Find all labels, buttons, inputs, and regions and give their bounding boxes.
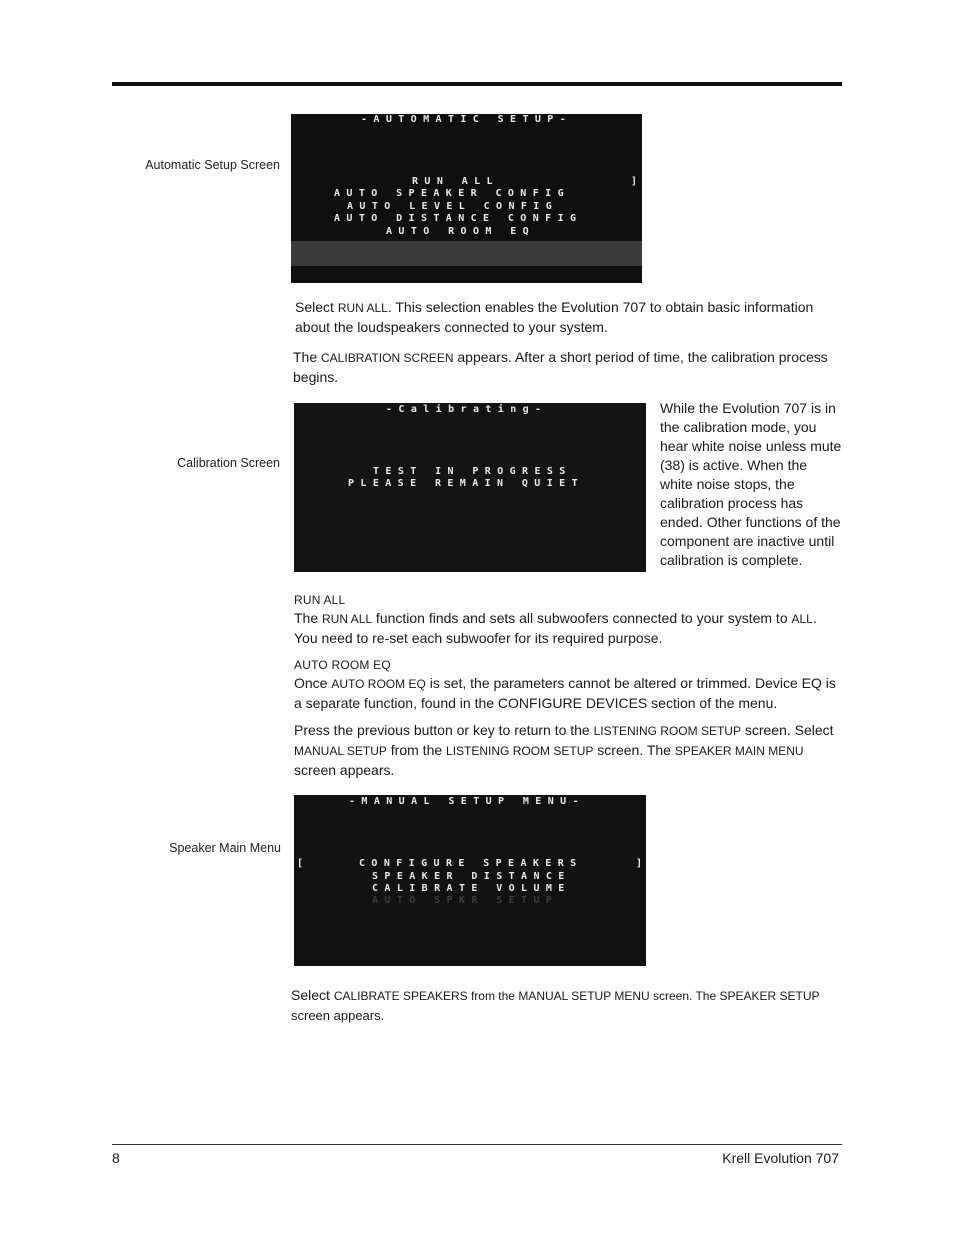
selection-bracket-left: [ xyxy=(297,858,310,869)
screen-title: -AUTOMATIC SETUP- xyxy=(361,114,573,125)
please-remain-quiet-text: PLEASE REMAIN QUIET xyxy=(348,478,584,489)
menu-item-configure-speakers: CONFIGURE SPEAKERS xyxy=(359,858,583,869)
paragraph-select-calibrate-speakers: Select CALIBRATE SPEAKERS from the MANUAL SETUP MENU screen. The SPEAKER SETUP screen appears. xyxy=(291,987,820,1023)
menu-item-auto-spkr-setup: AUTO SPKR SETUP xyxy=(372,895,559,906)
manual-setup-menu-screen-image xyxy=(294,795,649,966)
page-number: 8 xyxy=(112,1150,120,1166)
paragraph-calibration-appears: The CALIBRATION SCREEN appears. After a short period of time, the calibration process begins. xyxy=(293,349,828,385)
heading-run-all: RUN ALL xyxy=(294,593,346,607)
paragraph-run-all: The RUN ALL function finds and sets all subwoofers connected to your system to ALL. You need to re-set each subwoofer for its required purpose. xyxy=(294,610,817,646)
top-rule xyxy=(112,82,842,86)
calibrating-title: -Calibrating- xyxy=(386,404,548,415)
menu-item-auto-level-config: AUTO LEVEL CONFIG xyxy=(347,201,559,212)
manual-setup-title: -MANUAL SETUP MENU- xyxy=(349,796,585,807)
menu-item-auto-speaker-config: AUTO SPEAKER CONFIG xyxy=(334,188,570,199)
footer-product-name: Krell Evolution 707 xyxy=(722,1150,839,1166)
menu-item-auto-room-eq: AUTO ROOM EQ xyxy=(386,226,536,237)
selection-bracket-right: ] xyxy=(636,858,649,869)
side-note-calibration: While the Evolution 707 is in the calibration mode, you hear white noise unless mute (38) is active. When the white noise stops, the calibration process has ended. Other functions of the component are inactive until calibration is complete. xyxy=(660,400,842,568)
calibration-screen-image xyxy=(294,403,646,572)
highlight-bar xyxy=(291,241,642,266)
caption-calibration: Calibration Screen xyxy=(177,456,280,470)
test-in-progress-text: TEST IN PROGRESS xyxy=(373,466,572,477)
caption-speaker-main-menu: Speaker Main Menu xyxy=(169,841,281,855)
menu-item-run-all: RUN ALL xyxy=(412,176,499,187)
paragraph-select-run-all: Select RUN ALL. This selection enables the Evolution 707 to obtain basic information about the loudspeakers connected to your system. xyxy=(295,299,814,335)
menu-item-speaker-distance: SPEAKER DISTANCE xyxy=(372,871,571,882)
caption-automatic-setup: Automatic Setup Screen xyxy=(145,158,280,172)
bottom-rule xyxy=(112,1144,842,1145)
paragraph-press-previous: Press the previous button or key to return to the LISTENING ROOM SETUP screen. Select MANUAL SETUP from the LISTENING ROOM SETUP screen. The SPEAKER MAIN MENU screen appears. xyxy=(294,722,834,778)
menu-item-auto-distance-config: AUTO DISTANCE CONFIG xyxy=(334,213,583,224)
menu-item-calibrate-volume: CALIBRATE VOLUME xyxy=(372,883,571,894)
heading-auto-room-eq: AUTO ROOM EQ xyxy=(294,658,391,672)
paragraph-auto-room-eq: Once AUTO ROOM EQ is set, the parameters cannot be altered or trimmed. Device EQ is a separate function, found in the CONFIGURE DEVICES section of the menu. xyxy=(294,675,836,711)
selection-bracket: ] xyxy=(631,176,644,187)
automatic-setup-screen-image xyxy=(291,114,642,283)
